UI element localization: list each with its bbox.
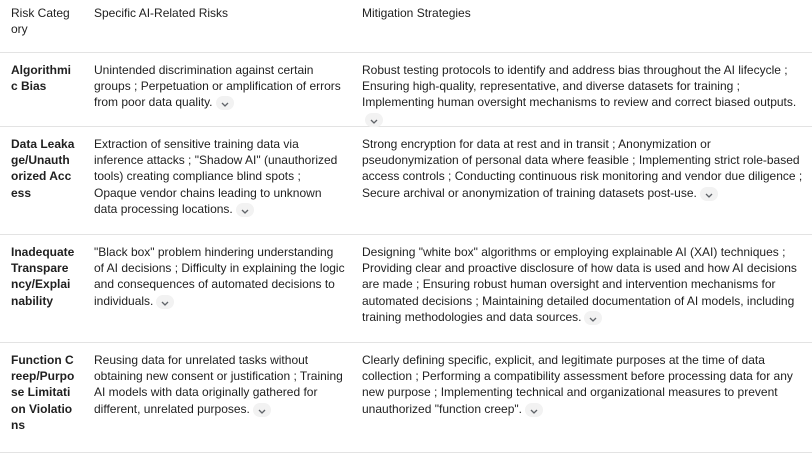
specific-risks-cell [94,244,346,342]
table-row [0,235,812,343]
table-row [0,127,812,235]
chevron-down-icon[interactable] [700,187,718,201]
risk-category-cell: Algorithmic Bias [11,63,71,94]
chevron-down-icon[interactable] [253,403,271,417]
chevron-down-icon[interactable] [236,203,254,217]
header-mitigation-strategies: Mitigation Strategies [362,6,471,20]
mitigation-cell [362,352,808,452]
chevron-down-icon[interactable] [525,403,543,417]
chevron-down-icon[interactable] [156,295,174,309]
risk-category-cell: Function Creep/Purpose Limitation Violations [11,353,75,432]
specific-risks-text: "Black box" problem hindering understanding of AI decisions ; Difficulty in explaining the logic and consequences of automated decisions to individuals. [94,245,345,308]
header-specific-risks: Specific AI-Related Risks [94,6,229,20]
risk-category-cell: Data Leakage/Unauthorized Access [11,137,75,200]
chevron-down-icon[interactable] [365,113,383,127]
specific-risks-text: Reusing data for unrelated tasks without obtaining new consent or justification ; Training AI models with data originally gathered for different, unrelated purposes. [94,353,343,416]
header-risk-category: Risk Category [11,6,70,37]
mitigation-text: Robust testing protocols to identify and address bias throughout the AI lifecycle ; Ensuring high-quality, representative, and diverse datasets for training ; Implementing human oversight mechanisms to review and correct biased outputs. [362,63,797,110]
table-row [0,53,812,127]
mitigation-cell [362,244,808,342]
table-header-row [0,0,812,53]
specific-risks-cell [94,62,346,126]
specific-risks-text: Extraction of sensitive training data via inference attacks ; "Shadow AI" (unauthorized tools) creating compliance blind spots ; Opaque vendor chains leading to unknown data processing locations. [94,137,338,216]
risk-category-cell: Inadequate Transparency/Explainability [11,245,75,308]
mitigation-text: Strong encryption for data at rest and in transit ; Anonymization or pseudonymization of personal data where feasible ; Implementing strict role-based access controls ; Conducting continuous risk monitoring and vendor due diligence ; Secure archival or anonymization of training datasets post-use. [362,137,803,200]
specific-risks-cell [94,136,346,234]
specific-risks-text: Unintended discrimination against certain groups ; Perpetuation or amplification of errors from poor data quality. [94,63,341,110]
mitigation-text: Designing "white box" algorithms or employing explainable AI (XAI) techniques ; Providing clear and proactive disclosure of how data is used and how AI decisions are made ; Ensuring robust human oversight and intervention mechanisms for automated decisions ; Maintaining detailed documentation of AI models, including training methodologies and data sources. [362,245,797,324]
table-row [0,343,812,453]
chevron-down-icon[interactable] [216,96,234,110]
specific-risks-cell [94,352,346,452]
mitigation-cell [362,136,808,234]
mitigation-text: Clearly defining specific, explicit, and legitimate purposes at the time of data collection ; Performing a compatibility assessment before processing data for any new purpose ; Implementing technical and organizational measures to prevent unauthorized "function creep". [362,353,793,416]
chevron-down-icon[interactable] [584,311,602,325]
mitigation-cell [362,62,808,126]
